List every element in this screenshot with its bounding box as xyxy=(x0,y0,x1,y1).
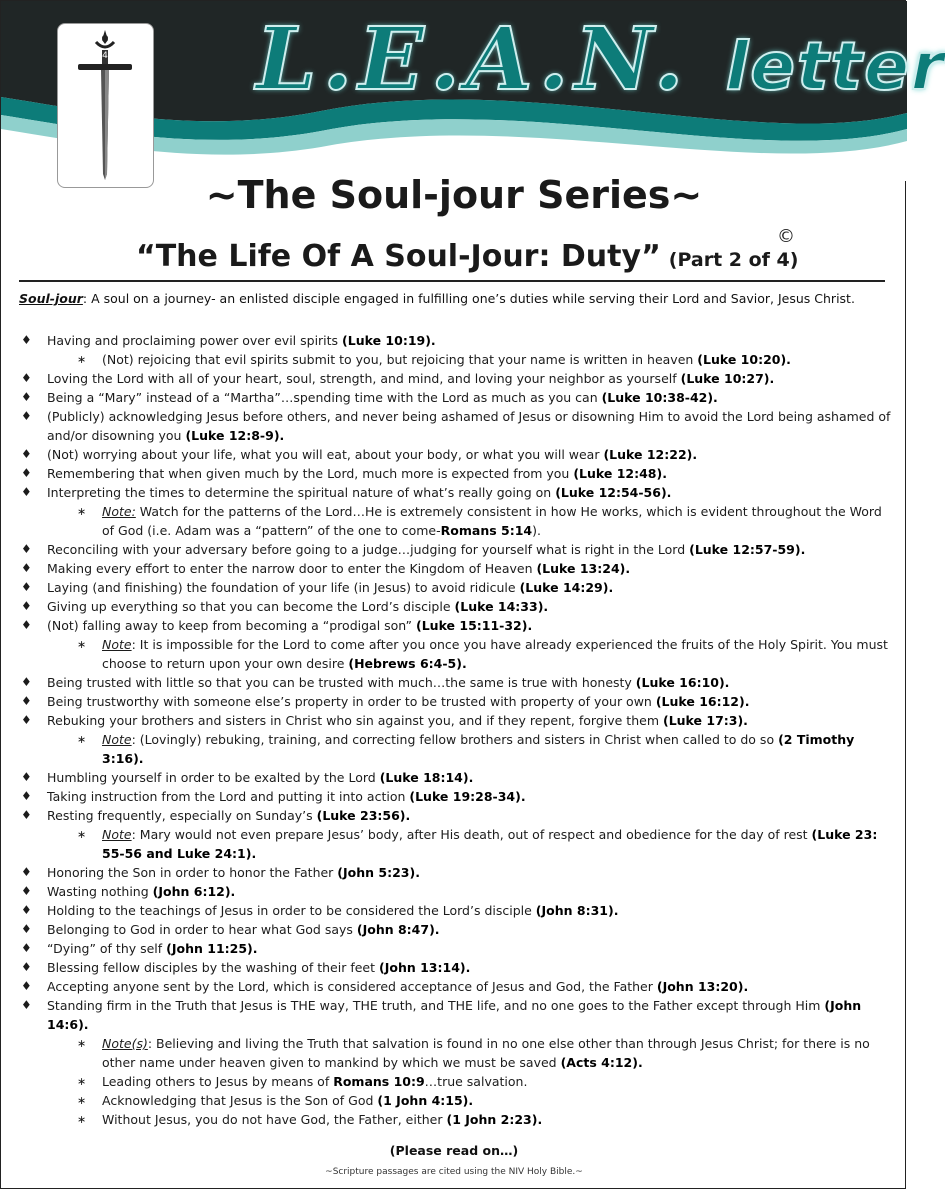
item-text: Holding to the teachings of Jesus in order to be considered the Lord’s disciple xyxy=(47,903,536,918)
item-text: (Publicly) acknowledging Jesus before others, and never being ashamed of Jesus or disowning Him to avoid the Lord being ashamed of and/or disowning you xyxy=(47,409,891,443)
banner-title xyxy=(256,9,945,110)
scripture-reference: (2 Timothy 3:16). xyxy=(102,732,855,766)
item-text: : (Lovingly) rebuking, training, and correcting fellow brothers and sisters in Christ when called to do so xyxy=(131,732,779,747)
sub-list-item xyxy=(1,502,907,540)
scripture-reference: (Luke 12:8-9). xyxy=(185,428,285,443)
sword-icon xyxy=(58,24,152,186)
list-item xyxy=(1,806,907,825)
footer-citation: ~Scripture passages are cited using the NIV Holy Bible.~ xyxy=(325,1167,583,1177)
diamond-bullet-icon: ♦ xyxy=(21,599,32,613)
scripture-reference: (Luke 19:28-34). xyxy=(409,789,526,804)
asterisk-bullet-icon: ∗ xyxy=(77,353,87,366)
item-text: Belonging to God in order to hear what God says xyxy=(47,922,357,937)
item-text: Remembering that when given much by the Lord, much more is expected from you xyxy=(47,466,574,481)
scripture-reference: (Luke 14:33). xyxy=(454,599,549,614)
item-text: Laying (and finishing) the foundation of your life (in Jesus) to avoid ridicule xyxy=(47,580,520,595)
scripture-reference: (Luke 23: 55-56 and Luke 24:1). xyxy=(102,827,878,861)
list-item xyxy=(1,768,907,787)
item-text: (Not) worrying about your life, what you will eat, about your body, or what you will wear xyxy=(47,447,604,462)
list-item xyxy=(1,483,907,502)
item-text: “Dying” of thy self xyxy=(47,941,167,956)
scripture-reference: (Luke 13:24). xyxy=(536,561,631,576)
asterisk-bullet-icon: ∗ xyxy=(77,1094,87,1107)
item-text: Humbling yourself in order to be exalted by the Lord xyxy=(47,770,380,785)
diamond-bullet-icon: ♦ xyxy=(21,542,32,556)
scripture-reference: (Luke 12:48). xyxy=(573,466,667,481)
sub-list-item xyxy=(1,350,907,369)
copyright-symbol: © xyxy=(777,226,795,247)
list-item xyxy=(1,407,907,445)
diamond-bullet-icon: ♦ xyxy=(21,447,32,461)
diamond-bullet-icon: ♦ xyxy=(21,713,32,727)
diamond-bullet-icon: ♦ xyxy=(21,770,32,784)
list-item xyxy=(1,578,907,597)
list-item xyxy=(1,369,907,388)
diamond-bullet-icon: ♦ xyxy=(21,485,32,499)
article-title-text: “The Life Of A Soul-Jour: Duty” xyxy=(136,239,661,274)
item-text: Making every effort to enter the narrow door to enter the Kingdom of Heaven xyxy=(47,561,537,576)
item-text: Reconciling with your adversary before going to a judge…judging for yourself what is right in the Lord xyxy=(47,542,690,557)
scripture-reference: Romans 5:14 xyxy=(440,523,533,538)
item-text: Blessing fellow disciples by the washing of their feet xyxy=(47,960,379,975)
list-item xyxy=(1,692,907,711)
scripture-reference: (John 5:23). xyxy=(337,865,420,880)
diamond-bullet-icon: ♦ xyxy=(21,333,32,347)
scripture-reference: (John 8:31). xyxy=(535,903,619,918)
item-text: Being trusted with little so that you can be trusted with much…the same is true with honesty xyxy=(47,675,636,690)
list-item xyxy=(1,901,907,920)
item-text: Honoring the Son in order to honor the Father xyxy=(47,865,338,880)
part-label: (Part 2 of 4) xyxy=(668,249,799,271)
diamond-bullet-icon: ♦ xyxy=(21,960,32,974)
list-item xyxy=(1,445,907,464)
item-text: Being trustworthy with someone else’s property in order to be trusted with property of your own xyxy=(47,694,656,709)
note-label: Note xyxy=(102,827,132,842)
scripture-reference: (1 John 4:15). xyxy=(377,1093,474,1108)
diamond-bullet-icon: ♦ xyxy=(21,979,32,993)
diamond-bullet-icon: ♦ xyxy=(21,789,32,803)
definition-text: : A soul on a journey- an enlisted disciple engaged in fulfilling one’s duties while serving their Lord and Savior, Jesus Christ. xyxy=(82,291,855,306)
scripture-reference: (Hebrews 6:4-5). xyxy=(348,656,467,671)
note-label: Note(s) xyxy=(102,1036,148,1051)
scripture-reference: (Luke 10:19). xyxy=(342,333,436,348)
duty-list xyxy=(1,331,907,1129)
list-item xyxy=(1,464,907,483)
scripture-reference: (John 8:47). xyxy=(356,922,440,937)
scripture-reference: (Luke 12:54-56). xyxy=(555,485,672,500)
item-text: Having and proclaiming power over evil spirits xyxy=(47,333,343,348)
diamond-bullet-icon: ♦ xyxy=(21,580,32,594)
item-text: Loving the Lord with all of your heart, soul, strength, and mind, and loving your neighbor as yourself xyxy=(47,371,681,386)
list-item xyxy=(1,787,907,806)
list-item xyxy=(1,711,907,730)
banner-title-lean: L.E.A.N. xyxy=(256,9,690,110)
item-text: : Believing and living the Truth that salvation is found in no one else other than through Jesus Christ; for there is no other name under heaven given to mankind by which we must be saved xyxy=(102,1036,870,1070)
diamond-bullet-icon: ♦ xyxy=(21,409,32,423)
item-text: Without Jesus, you do not have God, the Father, either xyxy=(102,1112,447,1127)
note-label: Note: xyxy=(102,504,136,519)
definition-term: Soul-jour xyxy=(19,291,83,306)
list-item xyxy=(1,996,907,1034)
list-item xyxy=(1,388,907,407)
diamond-bullet-icon: ♦ xyxy=(21,941,32,955)
item-text-tail: ). xyxy=(532,523,541,538)
list-item xyxy=(1,331,907,350)
diamond-bullet-icon: ♦ xyxy=(21,371,32,385)
item-text: : It is impossible for the Lord to come after you once you have already experienced the fruits of the Holy Spirit. You must choose to return upon your own desire xyxy=(102,637,888,671)
item-text: Being a “Mary” instead of a “Martha”…spending time with the Lord as much as you can xyxy=(47,390,602,405)
list-item xyxy=(1,882,907,901)
list-item xyxy=(1,673,907,692)
item-text: Rebuking your brothers and sisters in Christ who sin against you, and if they repent, forgive them xyxy=(47,713,663,728)
scripture-reference: (Luke 12:22). xyxy=(603,447,698,462)
list-item xyxy=(1,920,907,939)
asterisk-bullet-icon: ∗ xyxy=(77,733,87,746)
list-item xyxy=(1,616,907,635)
asterisk-bullet-icon: ∗ xyxy=(77,828,87,841)
list-item xyxy=(1,863,907,882)
scripture-reference: (Luke 18:14). xyxy=(379,770,474,785)
list-item xyxy=(1,939,907,958)
sub-list-item xyxy=(1,1072,907,1091)
note-label: Note xyxy=(102,732,132,747)
scripture-reference: (John 11:25). xyxy=(166,941,258,956)
item-text: Acknowledging that Jesus is the Son of God xyxy=(102,1093,378,1108)
item-text-tail: …true salvation. xyxy=(424,1074,528,1089)
diamond-bullet-icon: ♦ xyxy=(21,922,32,936)
logo xyxy=(57,23,154,188)
diamond-bullet-icon: ♦ xyxy=(21,903,32,917)
diamond-bullet-icon: ♦ xyxy=(21,694,32,708)
diamond-bullet-icon: ♦ xyxy=(21,466,32,480)
scripture-reference: (Acts 4:12). xyxy=(560,1055,643,1070)
diamond-bullet-icon: ♦ xyxy=(21,998,32,1012)
item-text: Leading others to Jesus by means of xyxy=(102,1074,334,1089)
item-text: : Mary would not even prepare Jesus’ body, after His death, out of respect and obedience for the day of rest xyxy=(131,827,812,842)
asterisk-bullet-icon: ∗ xyxy=(77,505,87,518)
list-item xyxy=(1,540,907,559)
scripture-reference: Romans 10:9 xyxy=(333,1074,425,1089)
item-text: (Not) rejoicing that evil spirits submit to you, but rejoicing that your name is written in heaven xyxy=(102,352,698,367)
scripture-reference: (John 13:14). xyxy=(379,960,471,975)
svg-text:4: 4 xyxy=(102,51,108,61)
scripture-reference: (Luke 16:10). xyxy=(635,675,730,690)
divider xyxy=(19,280,885,282)
diamond-bullet-icon: ♦ xyxy=(21,865,32,879)
item-text: Wasting nothing xyxy=(47,884,153,899)
scripture-reference: (Luke 10:27). xyxy=(680,371,775,386)
list-item xyxy=(1,977,907,996)
definition xyxy=(19,291,889,306)
item-text: Standing firm in the Truth that Jesus is THE way, THE truth, and THE life, and no one goes to the Father except through Him xyxy=(47,998,825,1013)
read-on-text: (Please read on…) xyxy=(389,1143,519,1158)
scripture-reference: (Luke 10:38-42). xyxy=(601,390,718,405)
asterisk-bullet-icon: ∗ xyxy=(77,1075,87,1088)
asterisk-bullet-icon: ∗ xyxy=(77,1113,87,1126)
list-item xyxy=(1,597,907,616)
scripture-reference: (Luke 16:12). xyxy=(655,694,750,709)
article-title xyxy=(136,239,798,274)
sub-list-item xyxy=(1,825,907,863)
item-text: Taking instruction from the Lord and putting it into action xyxy=(47,789,410,804)
diamond-bullet-icon: ♦ xyxy=(21,808,32,822)
scripture-reference: (John 6:12). xyxy=(152,884,236,899)
sub-list-item xyxy=(1,730,907,768)
diamond-bullet-icon: ♦ xyxy=(21,561,32,575)
diamond-bullet-icon: ♦ xyxy=(21,884,32,898)
scripture-reference: (John 13:20). xyxy=(656,979,749,994)
scripture-reference: (1 John 2:23). xyxy=(446,1112,543,1127)
scripture-reference: (Luke 10:20). xyxy=(697,352,791,367)
scripture-reference: (John 14:6). xyxy=(47,998,862,1032)
scripture-reference: (Luke 17:3). xyxy=(662,713,748,728)
item-text: Watch for the patterns of the Lord…He is extremely consistent in how He works, which is evident throughout the Word of God (i.e. Adam was a “pattern” of the one to come- xyxy=(102,504,882,538)
sub-list-item xyxy=(1,1034,907,1072)
scripture-reference: (Luke 12:57-59). xyxy=(689,542,806,557)
list-item xyxy=(1,559,907,578)
diamond-bullet-icon: ♦ xyxy=(21,390,32,404)
scripture-reference: (Luke 15:11-32). xyxy=(416,618,533,633)
sub-list-item xyxy=(1,1091,907,1110)
item-text: (Not) falling away to keep from becoming a “prodigal son” xyxy=(47,618,416,633)
scripture-reference: (Luke 23:56). xyxy=(316,808,411,823)
diamond-bullet-icon: ♦ xyxy=(21,675,32,689)
series-title: ~The Soul-jour Series~ xyxy=(205,173,703,217)
asterisk-bullet-icon: ∗ xyxy=(77,1037,87,1050)
scripture-reference: (Luke 14:29). xyxy=(519,580,614,595)
item-text: Accepting anyone sent by the Lord, which is considered acceptance of Jesus and God, the Father xyxy=(47,979,657,994)
item-text: Resting frequently, especially on Sunday’s xyxy=(47,808,317,823)
note-label: Note xyxy=(102,637,132,652)
sub-list-item xyxy=(1,1110,907,1129)
list-item xyxy=(1,958,907,977)
sub-list-item xyxy=(1,635,907,673)
diamond-bullet-icon: ♦ xyxy=(21,618,32,632)
item-text: Giving up everything so that you can become the Lord’s disciple xyxy=(47,599,455,614)
asterisk-bullet-icon: ∗ xyxy=(77,638,87,651)
item-text: Interpreting the times to determine the spiritual nature of what’s really going on xyxy=(47,485,556,500)
banner-title-letter: letter xyxy=(725,28,945,105)
